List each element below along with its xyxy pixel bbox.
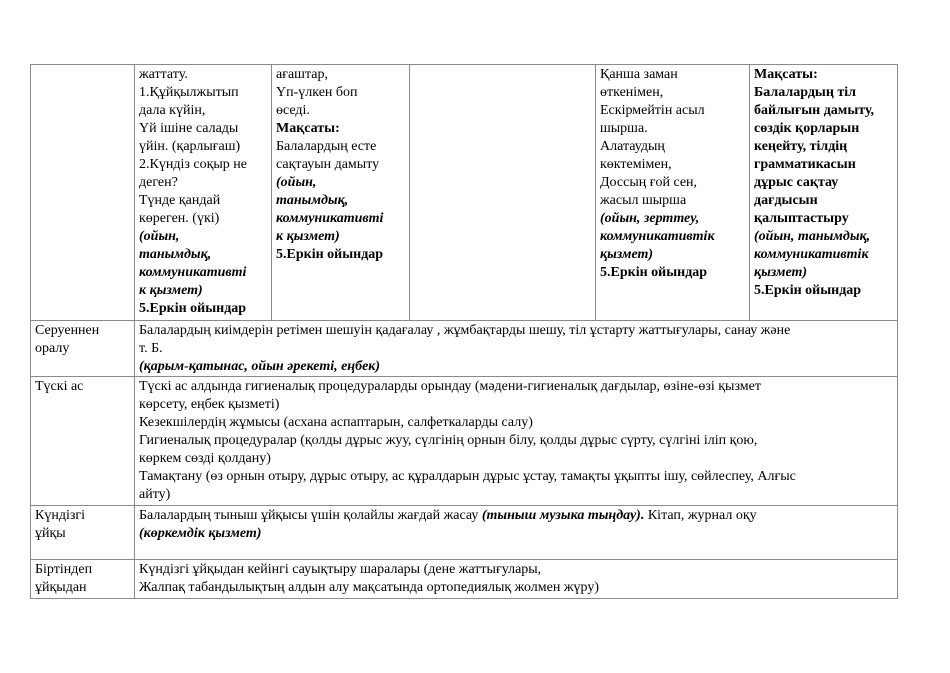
activity-type: (ойын, — [139, 229, 180, 244]
row-content: Балалардың тыныш ұйқысы үшін қолайлы жағдай жасау (тыныш музыка тыңдау). Кітап, журнал оқу (көркемдік қызмет) — [135, 506, 898, 560]
cell-fir-tree-poem: Қанша заман өткенімен, Ескірмейтін асыл шырша. Алатаудың көктемімен, Доссың ғой сен, жасыл шырша (ойын, зерттеу, коммуникативтік қызмет) 5.Еркін ойындар — [596, 65, 750, 321]
table-row-activities — [31, 65, 898, 321]
activity-type: (ойын, — [276, 175, 317, 190]
row-label: Біртіндеп ұйқыдан — [31, 560, 135, 599]
goal-label: Мақсаты: — [276, 121, 340, 136]
free-games-heading: 5.Еркін ойындар — [139, 301, 247, 316]
schedule-table — [30, 64, 898, 599]
cell-memory-game: ағаштар, Үп-үлкен боп өседі. Мақсаты: Балалардың есте сақтауын дамыту (ойын, танымдық, коммуникативті к қызмет) 5.Еркін ойындар — [272, 65, 410, 321]
activity-type: (қарым-қатынас, ойын әрекеті, еңбек) — [139, 359, 381, 374]
row-content: Күндізгі ұйқыдан кейінгі сауықтыру шаралары (дене жаттығулары, Жалпақ табандылықтың алдын алу мақсатында ортопедиялық жолмен жүру) — [135, 560, 898, 599]
table-row-nap — [31, 506, 898, 560]
table-row-waking-up — [31, 560, 898, 599]
free-games-heading: 5.Еркін ойындар — [276, 247, 384, 262]
row-label-empty — [31, 65, 135, 321]
free-games-heading: 5.Еркін ойындар — [600, 265, 708, 280]
table-row-lunch — [31, 377, 898, 506]
row-label: Күндізгі ұйқы — [31, 506, 135, 560]
goal-label: Мақсаты: — [754, 67, 818, 82]
cell-empty — [410, 65, 596, 321]
free-games-heading: 5.Еркін ойындар — [754, 283, 862, 298]
activity-type: (көркемдік қызмет) — [139, 526, 262, 541]
activity-type: (ойын, танымдық, — [754, 229, 871, 244]
cell-language-goal: Мақсаты: Балалардың тіл байлығын дамыту, сөздік қорларын кеңейту, тілдің грамматикасын дұрыс сақтау дағдысын қалыптастыру (ойын, танымдық, коммуникативтік қызмет) 5.Еркін ойындар — [750, 65, 898, 321]
row-content: Түскі ас алдында гигиеналық процедураларды орындау (мәдени-гигиеналық дағдылар, өзіне-өзі қызмет көрсету, еңбек қызметі) Кезекшілердің жұмысы (асхана аспаптарын, салфеткаларды салу) Гигиеналық процедуралар (қолды дұрыс жуу, сүлгінің орнын білу, қолды дұрыс сүрту, сүлгіні іліп қою, көркем сөзді қолдану) Тамақтану (өз орнын отыру, дұрыс отыру, ас құралдарын дұрыс ұстау, тамақты ұқыпты ішу, сөйлеспеу, Алғыс айту) — [135, 377, 898, 506]
row-label: Түскі ас — [31, 377, 135, 506]
row-label: Серуеннен оралу — [31, 321, 135, 377]
activity-type: (ойын, зерттеу, — [600, 211, 700, 226]
cell-riddles: жаттату. 1.Құйқылжытып дала күйін, Үй ішіне салады үйін. (қарлығаш) 2.Күндіз соқыр не деген? Түнде қандай көреген. (үкі) (ойын, танымдық, коммуникативті к қызмет) 5.Еркін ойындар — [135, 65, 272, 321]
row-content: Балалардың киімдерін ретімен шешуін қадағалау , жұмбақтарды шешу, тіл ұстарту жаттығулары, санау және т. Б. (қарым-қатынас, ойын әрекеті, еңбек) — [135, 321, 898, 377]
table-row-return-from-walk — [31, 321, 898, 377]
